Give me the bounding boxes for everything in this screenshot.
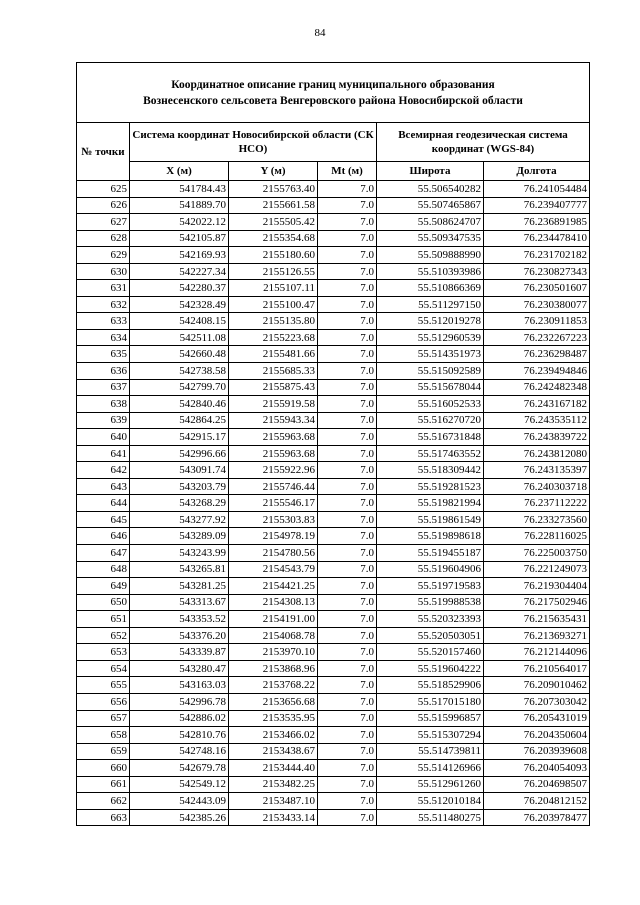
cell-mt: 7.0 — [318, 578, 377, 595]
cell-point-number: 661 — [77, 776, 130, 793]
coordinates-table — [76, 62, 590, 826]
cell-mt: 7.0 — [318, 445, 377, 462]
cell-point-number: 648 — [77, 561, 130, 578]
cell-mt: 7.0 — [318, 611, 377, 628]
cell-longitude: 76.232267223 — [484, 329, 590, 346]
cell-x: 542511.08 — [130, 329, 229, 346]
cell-mt: 7.0 — [318, 644, 377, 661]
cell-y: 2155135.80 — [229, 313, 318, 330]
cell-x: 542169.93 — [130, 247, 229, 264]
cell-y: 2155685.33 — [229, 363, 318, 380]
cell-point-number: 647 — [77, 545, 130, 562]
cell-latitude: 55.514739811 — [377, 743, 484, 760]
cell-longitude: 76.204812152 — [484, 793, 590, 810]
cell-latitude: 55.514126966 — [377, 760, 484, 777]
cell-mt: 7.0 — [318, 214, 377, 231]
cell-mt: 7.0 — [318, 743, 377, 760]
cell-x: 542408.15 — [130, 313, 229, 330]
cell-longitude: 76.234478410 — [484, 230, 590, 247]
table-row — [77, 379, 590, 396]
cell-longitude: 76.207303042 — [484, 693, 590, 710]
cell-mt: 7.0 — [318, 561, 377, 578]
cell-mt: 7.0 — [318, 760, 377, 777]
cell-y: 2155963.68 — [229, 445, 318, 462]
cell-x: 543376.20 — [130, 627, 229, 644]
cell-y: 2153970.10 — [229, 644, 318, 661]
cell-longitude: 76.204350604 — [484, 727, 590, 744]
cell-x: 543277.92 — [130, 511, 229, 528]
table-row — [77, 693, 590, 710]
table-row — [77, 594, 590, 611]
cell-x: 542549.12 — [130, 776, 229, 793]
cell-y: 2155223.68 — [229, 329, 318, 346]
cell-x: 543313.67 — [130, 594, 229, 611]
cell-y: 2155126.55 — [229, 263, 318, 280]
cell-mt: 7.0 — [318, 197, 377, 214]
table-row — [77, 329, 590, 346]
header-mt: Mt (м) — [318, 162, 377, 181]
cell-longitude: 76.228116025 — [484, 528, 590, 545]
cell-latitude: 55.510393986 — [377, 263, 484, 280]
cell-longitude: 76.204698507 — [484, 776, 590, 793]
cell-point-number: 645 — [77, 511, 130, 528]
cell-point-number: 632 — [77, 296, 130, 313]
cell-y: 2155303.83 — [229, 511, 318, 528]
cell-y: 2155875.43 — [229, 379, 318, 396]
cell-longitude: 76.236298487 — [484, 346, 590, 363]
cell-x: 542810.76 — [130, 727, 229, 744]
header-x: X (м) — [130, 162, 229, 181]
cell-x: 542748.16 — [130, 743, 229, 760]
cell-longitude: 76.221249073 — [484, 561, 590, 578]
cell-x: 541889.70 — [130, 197, 229, 214]
cell-point-number: 643 — [77, 478, 130, 495]
cell-point-number: 649 — [77, 578, 130, 595]
page-number: 84 — [314, 27, 326, 39]
table-row — [77, 396, 590, 413]
cell-x: 543353.52 — [130, 611, 229, 628]
table-row — [77, 710, 590, 727]
cell-latitude: 55.512961260 — [377, 776, 484, 793]
cell-y: 2155943.34 — [229, 412, 318, 429]
cell-mt: 7.0 — [318, 379, 377, 396]
cell-point-number: 635 — [77, 346, 130, 363]
cell-x: 542679.78 — [130, 760, 229, 777]
cell-x: 542864.25 — [130, 412, 229, 429]
table-row — [77, 412, 590, 429]
cell-mt: 7.0 — [318, 412, 377, 429]
cell-longitude: 76.231702182 — [484, 247, 590, 264]
cell-latitude: 55.519861549 — [377, 511, 484, 528]
cell-x: 542385.26 — [130, 809, 229, 826]
cell-latitude: 55.515092589 — [377, 363, 484, 380]
cell-mt: 7.0 — [318, 677, 377, 694]
cell-latitude: 55.519604222 — [377, 660, 484, 677]
cell-y: 2155922.96 — [229, 462, 318, 479]
cell-longitude: 76.230827343 — [484, 263, 590, 280]
table-title-line-1: Координатное описание границ муниципального образования — [171, 78, 495, 91]
cell-y: 2153433.14 — [229, 809, 318, 826]
cell-point-number: 651 — [77, 611, 130, 628]
cell-x: 542227.34 — [130, 263, 229, 280]
cell-longitude: 76.243135397 — [484, 462, 590, 479]
cell-mt: 7.0 — [318, 793, 377, 810]
cell-y: 2153868.96 — [229, 660, 318, 677]
cell-latitude: 55.519719583 — [377, 578, 484, 595]
cell-longitude: 76.230911853 — [484, 313, 590, 330]
cell-longitude: 76.210564017 — [484, 660, 590, 677]
cell-x: 543243.99 — [130, 545, 229, 562]
table-row — [77, 214, 590, 231]
cell-longitude: 76.204054093 — [484, 760, 590, 777]
table-row — [77, 644, 590, 661]
cell-y: 2153444.40 — [229, 760, 318, 777]
cell-longitude: 76.239494846 — [484, 363, 590, 380]
table-title — [77, 63, 590, 123]
table-row — [77, 727, 590, 744]
cell-y: 2154068.78 — [229, 627, 318, 644]
table-row — [77, 296, 590, 313]
table-row — [77, 809, 590, 826]
cell-point-number: 631 — [77, 280, 130, 297]
cell-mt: 7.0 — [318, 710, 377, 727]
cell-x: 543339.87 — [130, 644, 229, 661]
cell-mt: 7.0 — [318, 627, 377, 644]
cell-longitude: 76.209010462 — [484, 677, 590, 694]
cell-latitude: 55.512010184 — [377, 793, 484, 810]
cell-y: 2155354.68 — [229, 230, 318, 247]
cell-x: 543163.03 — [130, 677, 229, 694]
cell-mt: 7.0 — [318, 727, 377, 744]
table-row — [77, 561, 590, 578]
table-row — [77, 776, 590, 793]
table-row — [77, 247, 590, 264]
cell-latitude: 55.519281523 — [377, 478, 484, 495]
cell-latitude: 55.511297150 — [377, 296, 484, 313]
cell-latitude: 55.519988538 — [377, 594, 484, 611]
cell-longitude: 76.217502946 — [484, 594, 590, 611]
cell-mt: 7.0 — [318, 776, 377, 793]
table-row — [77, 511, 590, 528]
cell-latitude: 55.512019278 — [377, 313, 484, 330]
cell-point-number: 636 — [77, 363, 130, 380]
header-y: Y (м) — [229, 162, 318, 181]
cell-mt: 7.0 — [318, 396, 377, 413]
cell-y: 2155763.40 — [229, 181, 318, 198]
cell-x: 542105.87 — [130, 230, 229, 247]
cell-mt: 7.0 — [318, 462, 377, 479]
cell-point-number: 659 — [77, 743, 130, 760]
cell-point-number: 639 — [77, 412, 130, 429]
table-row — [77, 346, 590, 363]
cell-point-number: 650 — [77, 594, 130, 611]
cell-latitude: 55.515678044 — [377, 379, 484, 396]
cell-latitude: 55.519455187 — [377, 545, 484, 562]
cell-point-number: 627 — [77, 214, 130, 231]
cell-latitude: 55.506540282 — [377, 181, 484, 198]
cell-latitude: 55.518529906 — [377, 677, 484, 694]
cell-longitude: 76.243812080 — [484, 445, 590, 462]
cell-latitude: 55.515307294 — [377, 727, 484, 744]
cell-mt: 7.0 — [318, 313, 377, 330]
cell-x: 543280.47 — [130, 660, 229, 677]
table-row — [77, 611, 590, 628]
cell-x: 542799.70 — [130, 379, 229, 396]
cell-point-number: 640 — [77, 429, 130, 446]
table-row — [77, 677, 590, 694]
cell-mt: 7.0 — [318, 263, 377, 280]
cell-latitude: 55.519821994 — [377, 495, 484, 512]
cell-y: 2155107.11 — [229, 280, 318, 297]
cell-longitude: 76.203939608 — [484, 743, 590, 760]
table-row — [77, 363, 590, 380]
table-row — [77, 578, 590, 595]
cell-y: 2155505.42 — [229, 214, 318, 231]
cell-y: 2153656.68 — [229, 693, 318, 710]
table-row — [77, 627, 590, 644]
cell-mt: 7.0 — [318, 363, 377, 380]
cell-longitude: 76.219304404 — [484, 578, 590, 595]
cell-x: 542996.78 — [130, 693, 229, 710]
cell-latitude: 55.520503051 — [377, 627, 484, 644]
cell-longitude: 76.241054484 — [484, 181, 590, 198]
cell-y: 2154780.56 — [229, 545, 318, 562]
cell-point-number: 638 — [77, 396, 130, 413]
table-row — [77, 793, 590, 810]
cell-longitude: 76.239407777 — [484, 197, 590, 214]
table-row — [77, 263, 590, 280]
cell-point-number: 625 — [77, 181, 130, 198]
cell-x: 542022.12 — [130, 214, 229, 231]
cell-point-number: 655 — [77, 677, 130, 694]
table-row — [77, 429, 590, 446]
cell-y: 2154308.13 — [229, 594, 318, 611]
cell-y: 2153438.67 — [229, 743, 318, 760]
cell-longitude: 76.237112222 — [484, 495, 590, 512]
cell-point-number: 641 — [77, 445, 130, 462]
cell-longitude: 76.230380077 — [484, 296, 590, 313]
cell-y: 2154978.19 — [229, 528, 318, 545]
cell-longitude: 76.233273560 — [484, 511, 590, 528]
header-local-system: Система координат Новосибирской области (СК НСО) — [130, 123, 377, 162]
cell-latitude: 55.512960539 — [377, 329, 484, 346]
table-title-line-2: Вознесенского сельсовета Венгеровского района Новосибирской области — [143, 94, 523, 107]
header-latitude: Широта — [377, 162, 484, 181]
table-row — [77, 743, 590, 760]
cell-point-number: 652 — [77, 627, 130, 644]
cell-y: 2155546.17 — [229, 495, 318, 512]
cell-mt: 7.0 — [318, 429, 377, 446]
cell-latitude: 55.516731848 — [377, 429, 484, 446]
cell-y: 2154543.79 — [229, 561, 318, 578]
cell-longitude: 76.213693271 — [484, 627, 590, 644]
table-row — [77, 545, 590, 562]
cell-y: 2155661.58 — [229, 197, 318, 214]
table-row — [77, 495, 590, 512]
cell-latitude: 55.508624707 — [377, 214, 484, 231]
cell-latitude: 55.510866369 — [377, 280, 484, 297]
cell-longitude: 76.225003750 — [484, 545, 590, 562]
cell-latitude: 55.517463552 — [377, 445, 484, 462]
cell-longitude: 76.212144096 — [484, 644, 590, 661]
cell-mt: 7.0 — [318, 660, 377, 677]
table-row — [77, 280, 590, 297]
cell-y: 2155746.44 — [229, 478, 318, 495]
header-point-number: № точки — [77, 123, 130, 181]
table-row — [77, 197, 590, 214]
cell-point-number: 658 — [77, 727, 130, 744]
cell-longitude: 76.230501607 — [484, 280, 590, 297]
cell-mt: 7.0 — [318, 329, 377, 346]
cell-longitude: 76.243839722 — [484, 429, 590, 446]
cell-y: 2153466.02 — [229, 727, 318, 744]
cell-longitude: 76.243535112 — [484, 412, 590, 429]
cell-latitude: 55.519898618 — [377, 528, 484, 545]
cell-x: 542915.17 — [130, 429, 229, 446]
cell-x: 543265.81 — [130, 561, 229, 578]
cell-latitude: 55.515996857 — [377, 710, 484, 727]
cell-x: 542738.58 — [130, 363, 229, 380]
cell-mt: 7.0 — [318, 280, 377, 297]
cell-x: 542886.02 — [130, 710, 229, 727]
cell-latitude: 55.518309442 — [377, 462, 484, 479]
table-row — [77, 230, 590, 247]
cell-longitude: 76.240303718 — [484, 478, 590, 495]
cell-mt: 7.0 — [318, 296, 377, 313]
cell-x: 542996.66 — [130, 445, 229, 462]
cell-y: 2154191.00 — [229, 611, 318, 628]
cell-x: 543091.74 — [130, 462, 229, 479]
header-longitude: Долгота — [484, 162, 590, 181]
cell-mt: 7.0 — [318, 181, 377, 198]
cell-longitude: 76.203978477 — [484, 809, 590, 826]
cell-point-number: 642 — [77, 462, 130, 479]
cell-point-number: 660 — [77, 760, 130, 777]
header-world-system: Всемирная геодезическая система координат (WGS-84) — [377, 123, 590, 162]
table-body — [77, 181, 590, 826]
cell-mt: 7.0 — [318, 247, 377, 264]
cell-mt: 7.0 — [318, 809, 377, 826]
cell-latitude: 55.516270720 — [377, 412, 484, 429]
cell-y: 2154421.25 — [229, 578, 318, 595]
table-row — [77, 313, 590, 330]
table-row — [77, 760, 590, 777]
cell-point-number: 634 — [77, 329, 130, 346]
cell-x: 543203.79 — [130, 478, 229, 495]
cell-latitude: 55.507465867 — [377, 197, 484, 214]
cell-y: 2155180.60 — [229, 247, 318, 264]
cell-point-number: 628 — [77, 230, 130, 247]
table-row — [77, 528, 590, 545]
cell-mt: 7.0 — [318, 545, 377, 562]
cell-y: 2153482.25 — [229, 776, 318, 793]
cell-x: 542443.09 — [130, 793, 229, 810]
cell-latitude: 55.514351973 — [377, 346, 484, 363]
cell-y: 2153487.10 — [229, 793, 318, 810]
cell-point-number: 657 — [77, 710, 130, 727]
table-row — [77, 181, 590, 198]
cell-point-number: 663 — [77, 809, 130, 826]
table-row — [77, 462, 590, 479]
cell-y: 2153768.22 — [229, 677, 318, 694]
cell-mt: 7.0 — [318, 693, 377, 710]
cell-latitude: 55.520323393 — [377, 611, 484, 628]
table-row — [77, 478, 590, 495]
cell-point-number: 654 — [77, 660, 130, 677]
cell-point-number: 630 — [77, 263, 130, 280]
cell-x: 543281.25 — [130, 578, 229, 595]
cell-mt: 7.0 — [318, 346, 377, 363]
cell-mt: 7.0 — [318, 528, 377, 545]
cell-x: 543289.09 — [130, 528, 229, 545]
cell-y: 2155100.47 — [229, 296, 318, 313]
cell-x: 542328.49 — [130, 296, 229, 313]
cell-point-number: 626 — [77, 197, 130, 214]
cell-x: 542660.48 — [130, 346, 229, 363]
cell-point-number: 629 — [77, 247, 130, 264]
cell-mt: 7.0 — [318, 230, 377, 247]
cell-point-number: 637 — [77, 379, 130, 396]
cell-point-number: 653 — [77, 644, 130, 661]
cell-point-number: 646 — [77, 528, 130, 545]
table-row — [77, 445, 590, 462]
table-row — [77, 660, 590, 677]
cell-mt: 7.0 — [318, 495, 377, 512]
cell-longitude: 76.236891985 — [484, 214, 590, 231]
cell-latitude: 55.519604906 — [377, 561, 484, 578]
cell-latitude: 55.517015180 — [377, 693, 484, 710]
cell-mt: 7.0 — [318, 511, 377, 528]
cell-latitude: 55.511480275 — [377, 809, 484, 826]
cell-y: 2153535.95 — [229, 710, 318, 727]
cell-mt: 7.0 — [318, 594, 377, 611]
cell-latitude: 55.520157460 — [377, 644, 484, 661]
cell-latitude: 55.516052533 — [377, 396, 484, 413]
cell-point-number: 644 — [77, 495, 130, 512]
cell-latitude: 55.509347535 — [377, 230, 484, 247]
cell-latitude: 55.509888990 — [377, 247, 484, 264]
cell-point-number: 656 — [77, 693, 130, 710]
cell-x: 543268.29 — [130, 495, 229, 512]
cell-y: 2155963.68 — [229, 429, 318, 446]
cell-y: 2155919.58 — [229, 396, 318, 413]
cell-longitude: 76.205431019 — [484, 710, 590, 727]
cell-point-number: 662 — [77, 793, 130, 810]
cell-x: 542840.46 — [130, 396, 229, 413]
cell-y: 2155481.66 — [229, 346, 318, 363]
cell-longitude: 76.242482348 — [484, 379, 590, 396]
cell-x: 541784.43 — [130, 181, 229, 198]
cell-longitude: 76.243167182 — [484, 396, 590, 413]
cell-x: 542280.37 — [130, 280, 229, 297]
cell-point-number: 633 — [77, 313, 130, 330]
cell-mt: 7.0 — [318, 478, 377, 495]
cell-longitude: 76.215635431 — [484, 611, 590, 628]
